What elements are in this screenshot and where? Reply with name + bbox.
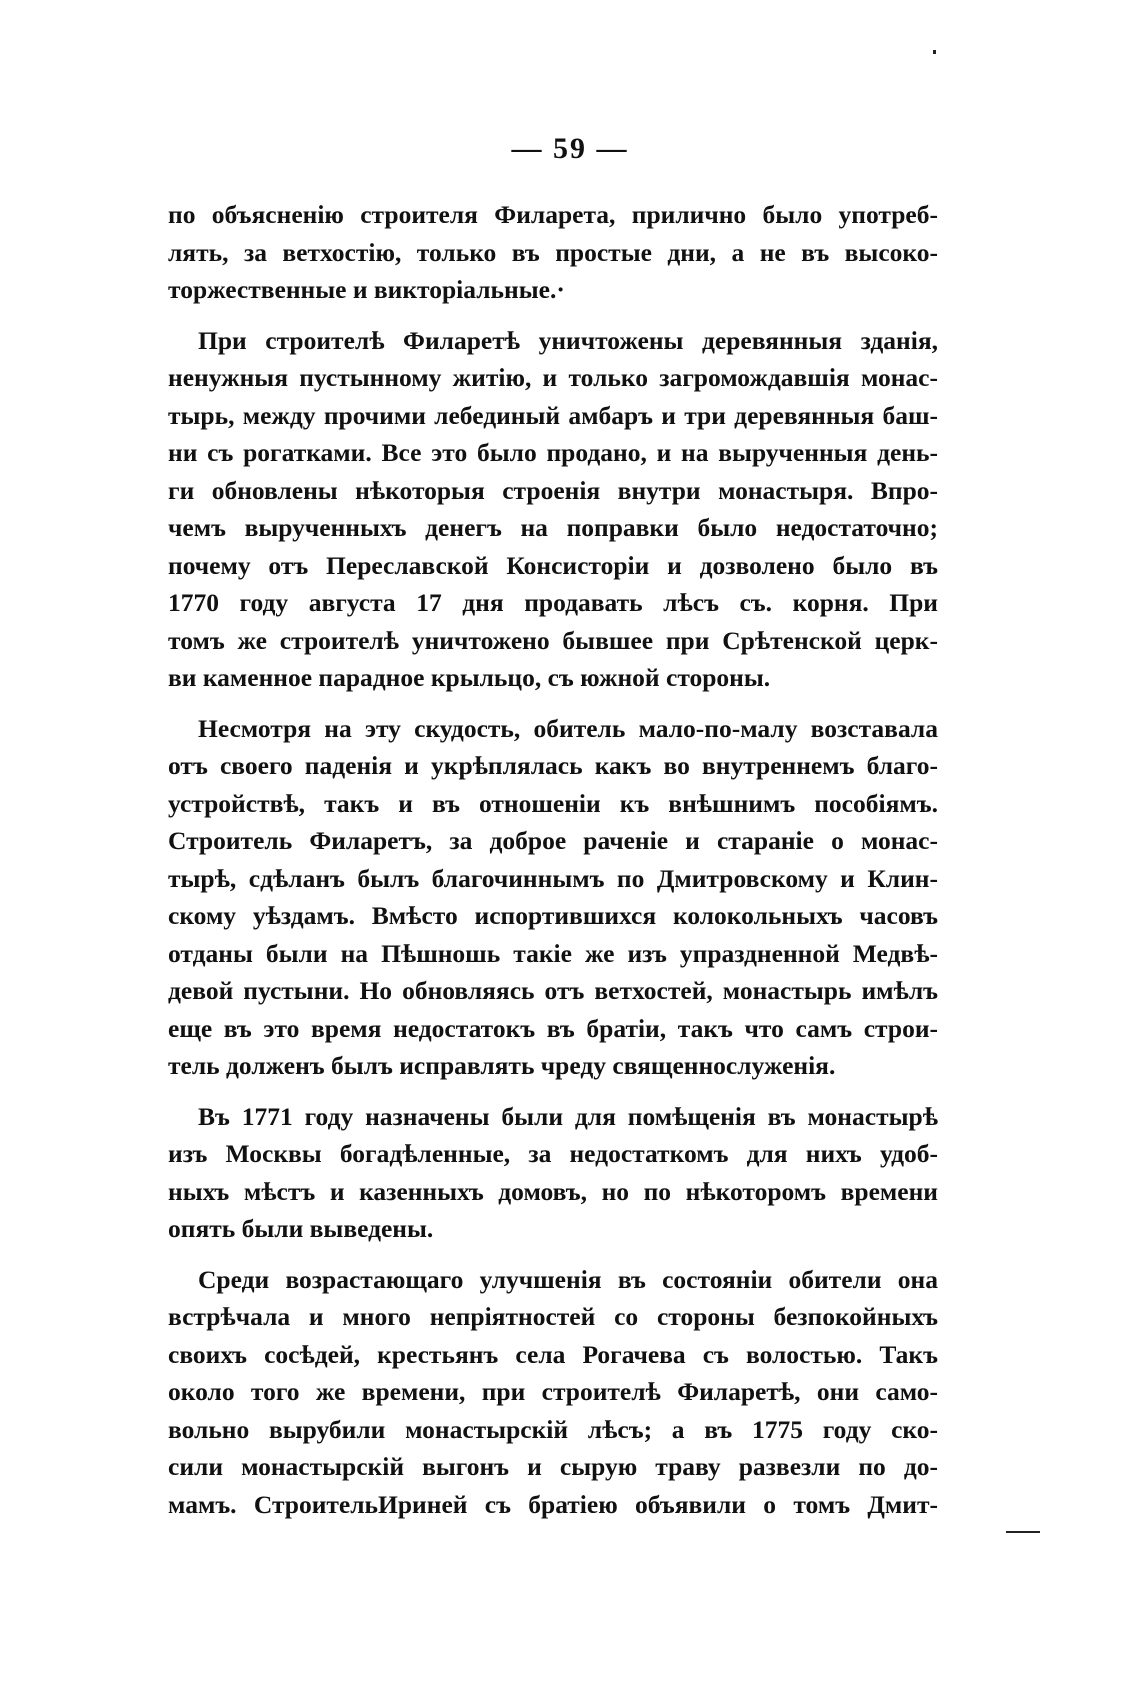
print-speck <box>933 50 936 54</box>
text-line: Среди возрастающаго улучшенія въ состояніи обители она <box>198 1264 938 1294</box>
paragraph <box>168 710 938 1085</box>
text-line: девой пустыни. Но обновляясь отъ ветхостей, монастырь имѣлъ <box>168 976 938 1005</box>
text-line: тель долженъ былъ исправлять чреду священнослуженія. <box>168 1051 836 1080</box>
text-line: по объясненію строителя Филарета, прилично было употреб- <box>168 200 938 229</box>
text-line: устройствѣ, такъ и въ отношеніи къ внѣшнимъ пособіямъ. <box>168 788 938 818</box>
text-line: ненужныя пустынному житію, и только загромождавшія монас- <box>168 363 938 392</box>
text-line: тырѣ, сдѣланъ былъ благочиннымъ по Дмитровскому и Клин- <box>168 863 938 893</box>
text-line: около того же времени, при строителѣ Филаретѣ, они само- <box>168 1377 938 1406</box>
text-line: ныхъ мѣстъ и казенныхъ домовъ, но по нѣкоторомъ времени <box>168 1176 938 1206</box>
paragraph <box>168 1098 938 1248</box>
paragraph <box>168 1261 938 1524</box>
text-line: томъ же строителѣ уничтожено бывшее при Срѣтенской церк- <box>168 625 938 655</box>
paragraph <box>168 322 938 697</box>
text-line: лять, за ветхостію, только въ простые дни, а не въ высоко- <box>168 237 938 267</box>
text-line: сили монастырскій выгонъ и сырую траву развезли по до- <box>168 1452 938 1481</box>
text-line: ни съ рогатками. Все это было продано, и на вырученныя день- <box>168 438 938 467</box>
text-line: тырь, между прочими лебединый амбаръ и три деревянныя баш- <box>168 400 938 430</box>
text-line: Въ 1771 году назначены были для помѣщенія въ монастырѣ <box>198 1101 938 1131</box>
body-text <box>168 196 938 1523</box>
paragraph <box>168 196 938 309</box>
page-number: — 59 — <box>511 132 629 165</box>
text-line: мамъ. СтроительИриней съ братіею объявили о томъ Дмит- <box>168 1489 938 1519</box>
text-line: торжественные и викторіальные.· <box>168 275 565 304</box>
text-line: отданы были на Пѣшношь такіе же изъ упраздненной Медвѣ- <box>168 938 938 968</box>
text-line: еще въ это время недостатокъ въ братіи, такъ что самъ строи- <box>168 1013 938 1043</box>
print-dash <box>1006 1531 1040 1533</box>
text-line: чемъ вырученныхъ денегъ на поправки было недостаточно; <box>168 513 938 542</box>
text-line: своихъ сосѣдей, крестьянъ села Рогачева съ волостью. Такъ <box>168 1339 938 1369</box>
text-line: При строителѣ Филаретѣ уничтожены деревянныя зданія, <box>198 325 938 355</box>
text-line: почему отъ Переславской Консисторіи и дозволено было въ <box>168 550 938 580</box>
text-line: Несмотря на эту скудость, обитель мало-по-малу возставала <box>198 713 938 743</box>
text-line: 1770 году августа 17 дня продавать лѣсъ съ. корня. При <box>168 588 938 617</box>
text-line: скому уѣздамъ. Вмѣсто испортившихся колокольныхъ часовъ <box>168 901 938 930</box>
text-line: вольно вырубили монастырскій лѣсъ; а въ 1775 году ско- <box>168 1414 938 1444</box>
text-line: ги обновлены нѣкоторыя строенія внутри монастыря. Впро- <box>168 475 938 505</box>
text-line: Строитель Филаретъ, за доброе раченіе и стараніе о монас- <box>168 826 938 855</box>
text-line: опять были выведены. <box>168 1214 434 1243</box>
text-line: отъ своего паденія и укрѣплялась какъ во внутреннемъ благо- <box>168 751 938 780</box>
text-line: изъ Москвы богадѣленные, за недостаткомъ для нихъ удоб- <box>168 1139 938 1168</box>
text-line: встрѣчала и много непріятностей со стороны безпокойныхъ <box>168 1302 938 1331</box>
text-line: ви каменное парадное крыльцо, съ южной стороны. <box>168 663 771 692</box>
